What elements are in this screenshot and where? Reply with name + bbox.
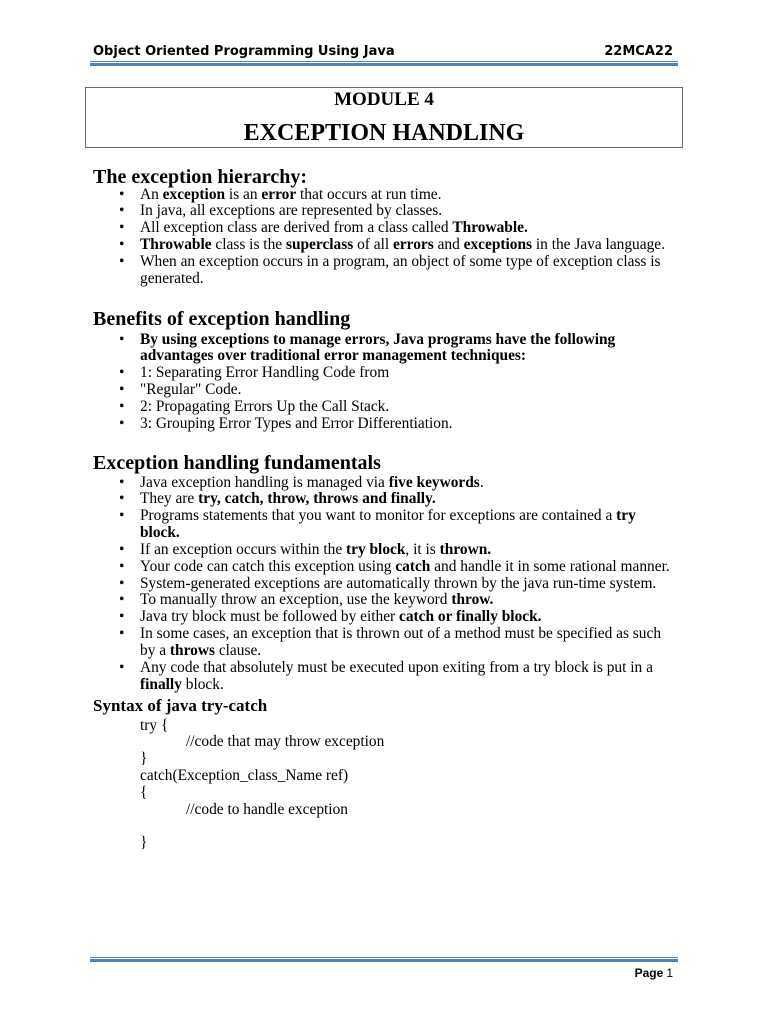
text-run: Programs statements that you want to monitor for exceptions are contained a	[140, 507, 617, 525]
text-line	[140, 626, 700, 643]
text-line	[140, 365, 700, 382]
bold-text: throws	[169, 641, 215, 659]
bullet-item	[0, 203, 700, 220]
text-line	[140, 332, 700, 349]
bold-text: By using exceptions to manage errors, Java programs have the following	[140, 330, 616, 348]
text-line	[140, 348, 700, 365]
bullet-text	[140, 399, 700, 416]
module-title-box	[85, 87, 683, 148]
bullet-item	[0, 475, 700, 492]
bullet-text	[140, 592, 700, 609]
code-line: }	[140, 834, 148, 852]
text-run: .	[479, 473, 484, 491]
text-run: generated.	[140, 269, 204, 287]
bullet-text	[140, 626, 700, 660]
code-comment: //code to handle exception	[186, 800, 348, 818]
bullet-icon	[119, 626, 124, 643]
code-line: {	[140, 783, 148, 801]
code-line: try {	[140, 716, 169, 734]
bullet-icon	[119, 382, 124, 399]
text-run: When an exception occurs in a program, an object of some type of exception class is	[140, 252, 661, 270]
text-run: All exception class are derived from a class called	[140, 219, 453, 237]
text-run: System-generated exceptions are automatically thrown by the java run-time system.	[140, 574, 657, 592]
bullet-item	[0, 508, 700, 542]
bold-text: catch	[395, 557, 431, 575]
bold-text: errors	[392, 236, 434, 254]
text-line	[140, 237, 700, 254]
code-line: catch(Exception_class_Name ref)	[140, 767, 349, 785]
text-line	[140, 203, 700, 220]
bullet-item	[0, 220, 700, 237]
text-run: and	[433, 236, 464, 254]
bullet-text	[140, 203, 700, 220]
bullet-text	[140, 542, 700, 559]
course-title: Object Oriented Programming Using Java	[93, 44, 395, 59]
bullet-icon	[119, 508, 124, 525]
text-line	[140, 491, 700, 508]
bullet-item	[0, 491, 700, 508]
code-line: }	[140, 750, 148, 768]
text-run: 3: Grouping Error Types and Error Differentiation.	[140, 414, 453, 432]
bullet-item	[0, 576, 700, 593]
text-run: block.	[181, 675, 224, 693]
text-run: 2: Propagating Errors Up the Call Stack.	[140, 397, 390, 415]
bold-text: finally	[140, 675, 182, 693]
page-number-value: 1	[666, 966, 673, 980]
bullet-text	[140, 508, 700, 542]
bullet-icon	[119, 559, 124, 576]
bullet-text	[140, 254, 700, 288]
bullet-icon	[119, 365, 124, 382]
bullet-text	[140, 475, 700, 492]
text-run: in the Java language.	[532, 236, 665, 254]
text-line	[140, 592, 700, 609]
bullet-list	[0, 187, 700, 288]
text-line	[140, 559, 700, 576]
bullet-item	[0, 254, 700, 288]
bullet-text	[140, 187, 700, 204]
bullet-text	[140, 365, 700, 382]
footer-rule-thin	[90, 957, 678, 958]
code-block	[140, 718, 384, 853]
header-rule-thick	[90, 63, 678, 66]
text-run: by a	[140, 641, 170, 659]
text-line	[140, 220, 700, 237]
bold-text: try, catch, throw, throws and finally.	[198, 490, 436, 508]
bullet-item	[0, 332, 700, 366]
text-line	[140, 576, 700, 593]
bullet-icon	[119, 237, 124, 254]
bullet-text	[140, 382, 700, 399]
bullet-icon	[119, 542, 124, 559]
bullet-text	[140, 491, 700, 508]
text-line	[140, 508, 700, 525]
section-heading: The exception hierarchy:	[93, 166, 308, 188]
text-run: is an	[225, 185, 262, 203]
bullet-icon	[119, 491, 124, 508]
bullet-text	[140, 416, 700, 433]
text-run: Any code that absolutely must be executed upon exiting from a try block is put in a	[140, 658, 653, 676]
text-run: "Regular" Code.	[140, 381, 242, 399]
bold-text: block.	[140, 524, 180, 542]
text-line	[140, 271, 700, 288]
text-run: , it is	[405, 540, 440, 558]
bullet-item	[0, 382, 700, 399]
text-run: clause.	[214, 641, 262, 659]
bold-text: error	[261, 185, 297, 203]
text-run: An	[140, 185, 163, 203]
bullet-text	[140, 220, 700, 237]
text-run: Java try block must be followed by either	[140, 608, 400, 626]
bullet-text	[140, 660, 700, 694]
bullet-icon	[119, 475, 124, 492]
text-run: Your code can catch this exception using	[140, 557, 396, 575]
bold-text: throw.	[451, 591, 494, 609]
text-line	[140, 254, 700, 271]
bullet-item	[0, 416, 700, 433]
module-label: MODULE 4	[334, 89, 434, 110]
text-run: In some cases, an exception that is thrown out of a method must be specified as such	[140, 625, 662, 643]
bold-text: thrown.	[439, 540, 492, 558]
bullet-item	[0, 542, 700, 559]
bullet-icon	[119, 660, 124, 677]
bold-text: Throwable	[140, 236, 212, 254]
text-run: that occurs at run time.	[296, 185, 442, 203]
text-line	[140, 475, 700, 492]
text-run: In java, all exceptions are represented by classes.	[140, 202, 443, 220]
bullet-text	[140, 609, 700, 626]
bullet-text	[140, 332, 700, 366]
bold-text: five keywords	[388, 473, 480, 491]
bullet-item	[0, 237, 700, 254]
bullet-item	[0, 626, 700, 660]
bullet-text	[140, 576, 700, 593]
bullet-list	[0, 475, 700, 694]
module-title: EXCEPTION HANDLING	[243, 120, 525, 146]
bullet-icon	[119, 592, 124, 609]
bullet-item	[0, 187, 700, 204]
section-heading: Exception handling fundamentals	[93, 452, 381, 474]
bullet-text	[140, 559, 700, 576]
bold-text: try	[616, 507, 636, 525]
course-code: 22MCA22	[604, 44, 673, 59]
bold-text: advantages over traditional error management techniques:	[140, 347, 527, 365]
bullet-item	[0, 365, 700, 382]
text-line	[140, 677, 700, 694]
text-run: of all	[353, 236, 393, 254]
bold-text: catch or finally block.	[399, 608, 542, 626]
text-run: They are	[140, 490, 199, 508]
bullet-item	[0, 592, 700, 609]
syntax-heading: Syntax of java try-catch	[93, 696, 268, 715]
text-line	[140, 399, 700, 416]
text-run: Java exception handling is managed via	[140, 473, 389, 491]
bold-text: try block	[346, 540, 406, 558]
bullet-list	[0, 332, 700, 433]
bullet-icon	[119, 576, 124, 593]
bullet-item	[0, 399, 700, 416]
header-rule-thin	[90, 61, 678, 62]
bullet-item	[0, 609, 700, 626]
bullet-text	[140, 237, 700, 254]
text-line	[140, 525, 700, 542]
bullet-icon	[119, 254, 124, 271]
text-line	[140, 542, 700, 559]
bullet-icon	[119, 203, 124, 220]
bullet-icon	[119, 399, 124, 416]
bullet-icon	[119, 416, 124, 433]
page-label: Page	[634, 966, 664, 980]
bullet-icon	[119, 609, 124, 626]
text-run: If an exception occurs within the	[140, 540, 346, 558]
text-line	[140, 187, 700, 204]
text-line	[140, 609, 700, 626]
bold-text: Throwable.	[452, 219, 528, 237]
bullet-icon	[119, 220, 124, 237]
bullet-item	[0, 559, 700, 576]
bullet-item	[0, 660, 700, 694]
code-comment: //code that may throw exception	[186, 733, 385, 751]
text-run: To manually throw an exception, use the keyword	[140, 591, 452, 609]
bold-text: exception	[162, 185, 226, 203]
section-heading: Benefits of exception handling	[93, 308, 351, 330]
text-line	[140, 660, 700, 677]
bold-text: exceptions	[463, 236, 533, 254]
text-line	[140, 416, 700, 433]
bold-text: superclass	[285, 236, 354, 254]
text-line	[140, 382, 700, 399]
text-line	[140, 643, 700, 660]
text-run: 1: Separating Error Handling Code from	[140, 364, 390, 382]
bullet-icon	[119, 332, 124, 349]
text-run: class is the	[211, 236, 286, 254]
page-number	[635, 966, 673, 980]
footer-rule-thick	[90, 959, 678, 962]
text-run: and handle it in some rational manner.	[430, 557, 670, 575]
bullet-icon	[119, 187, 124, 204]
